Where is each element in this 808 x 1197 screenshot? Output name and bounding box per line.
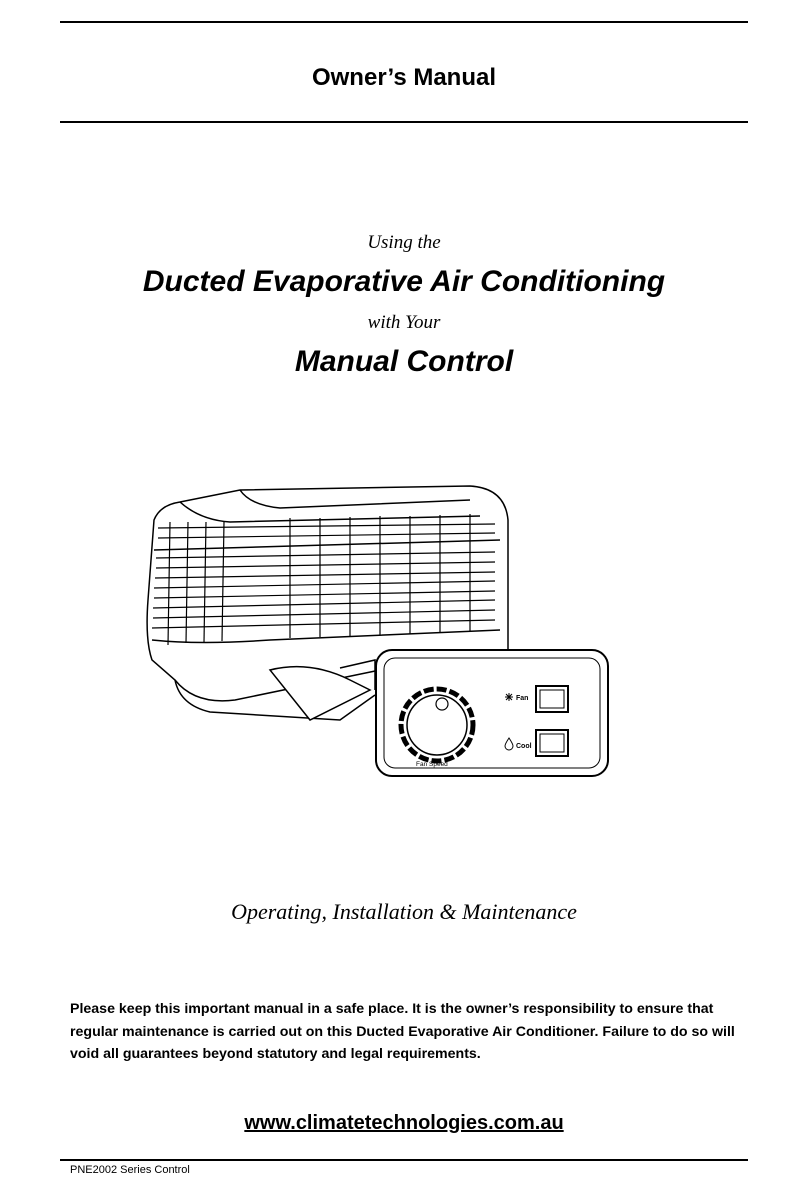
fan-switch[interactable] [536,686,568,712]
cover-subtitle: Operating, Installation & Maintenance [231,899,577,924]
control-title: Manual Control [294,345,514,378]
care-notice: Please keep this important manual in a safe place. It is the owner’s responsibility to ensure that regular maintenance is carried out on this Ducted Evaporative Air Conditioner. Failure to do so will void all guarantees beyond statutory and legal requirements. [70,1001,735,1062]
control-panel [376,650,608,776]
footer-rule [60,1159,748,1161]
product-illustration [140,480,620,790]
fan-speed-label: Fan Speed [416,761,448,768]
top-rule [60,21,748,23]
with-your-text: with Your [367,312,441,333]
series-code: PNE2002 Series Control [70,1164,190,1176]
cool-switch[interactable] [536,730,568,756]
using-the-text: Using the [367,232,441,253]
snowflake-icon [505,693,513,701]
product-title: Ducted Evaporative Air Conditioning [142,265,666,298]
title-rule [60,121,748,123]
fan-switch-label: Fan [516,695,529,702]
page-title: Owner’s Manual [311,64,497,91]
website-link[interactable]: www.climatetechnologies.com.au [244,1112,564,1134]
cool-switch-label: Cool [516,743,532,750]
